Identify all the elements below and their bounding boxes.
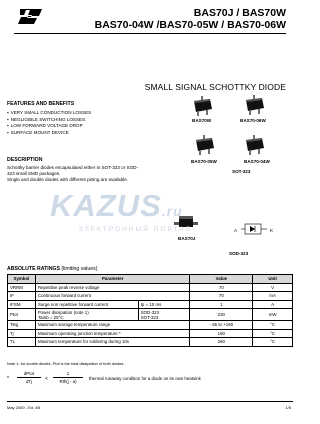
cell-parameter-line1: Power dissipation (note 1)	[37, 309, 89, 315]
package-label-sot323: SOT-323	[232, 169, 251, 174]
cell-parameter: Maximum temperature for soldering during 10s	[35, 338, 190, 347]
cell-value: 70	[190, 292, 253, 301]
abs-ratings-table	[7, 274, 293, 347]
col-header-value: Value	[190, 275, 253, 284]
table-footnote: Note 1: for double diodes, Ptot is the total dissipation of both diodes.	[7, 361, 125, 366]
formula-description: thermal runaway condition for a diode on its own heatsink	[89, 376, 201, 381]
footer-page-number: 1/5	[285, 405, 291, 410]
cell-parameter: Maximum operating junction temperature *	[35, 329, 190, 338]
cell-value: 1	[190, 300, 253, 309]
formula-rhs-numerator: 1	[53, 371, 83, 378]
feature-item: ▪ NEGLIGIBLE SWITCHING LOSSES	[7, 117, 91, 124]
package-bas70-05w-icon	[190, 133, 218, 157]
cell-condition: tp = 10 ms	[138, 300, 190, 309]
cell-value: 230	[190, 309, 253, 321]
formula-star: *	[7, 376, 9, 382]
st-logo-icon	[17, 7, 43, 25]
cell-value: 150	[190, 329, 253, 338]
description-heading: DESCRIPTION	[7, 157, 43, 163]
thermal-runaway-formula	[7, 371, 227, 387]
table-row	[8, 338, 293, 347]
cell-condition-line2: SOT-323	[140, 314, 159, 320]
cell-symbol: IF	[8, 292, 36, 301]
abs-ratings-title: ABSOLUTE RATINGS	[7, 266, 60, 272]
package-label-bas70j: BAS70J	[178, 236, 196, 241]
cell-condition	[138, 309, 190, 321]
cell-value: 260	[190, 338, 253, 347]
cell-symbol: IFSM	[8, 300, 36, 309]
watermark-logo	[50, 188, 183, 224]
cell-symbol: VRRM	[8, 283, 36, 292]
col-header-parameter: Parameter	[35, 275, 190, 284]
cell-parameter-line2: Tamb = 25°C	[37, 314, 64, 320]
package-bas70w-icon	[188, 95, 216, 117]
watermark-tld: .ru	[161, 203, 183, 219]
title-line-2: BAS70-04W /BAS70-05W / BAS70-06W	[94, 19, 286, 31]
watermark-brand: KAZUS	[50, 188, 162, 223]
description-text	[7, 165, 145, 184]
table-row	[8, 329, 293, 338]
diode-symbol-icon	[240, 222, 270, 236]
cell-unit: A	[253, 300, 293, 309]
formula-lhs-numerator: dPtot	[17, 371, 41, 378]
cell-symbol: Tj	[8, 329, 36, 338]
document-subtitle: SMALL SIGNAL SCHOTTKY DIODE	[144, 82, 286, 92]
cell-unit: °C	[253, 338, 293, 347]
pin-k-label: K	[270, 228, 274, 233]
cell-symbol: Ptot	[8, 309, 36, 321]
package-label-bas70-05w: BAS70-05W	[191, 159, 217, 164]
package-label-bas70w: BAS70W	[192, 118, 212, 123]
pin-a-label: A	[234, 228, 238, 233]
col-header-unit: Unit	[253, 275, 293, 284]
col-header-symbol: Symbol	[8, 275, 36, 284]
cell-unit: V	[253, 283, 293, 292]
description-para-2: Single and double diodes with different pining are available.	[7, 177, 128, 183]
footer-date: May 2000 - Ed: 4B	[7, 405, 41, 410]
features-list	[7, 110, 91, 136]
cell-parameter: Continuous forward current	[35, 292, 190, 301]
abs-ratings-note: (limiting values)	[61, 266, 98, 272]
cell-parameter: Maximum storage temperature range	[35, 321, 190, 330]
cell-value: - 65 to +150	[190, 321, 253, 330]
package-label-bas70-04w: BAS70-04W	[244, 159, 270, 164]
description-para-1: Schottky barrier diodes encapsulated either in SOT-323 or SOD-323 small SMD packages.	[7, 165, 138, 177]
cell-unit: °C	[253, 329, 293, 338]
cell-unit: mW	[253, 309, 293, 321]
cell-parameter: Repetitive peak reverse voltage	[35, 283, 190, 292]
features-heading: FEATURES AND BENEFITS	[7, 101, 75, 107]
table-row	[8, 300, 293, 309]
package-bas70-06w-icon	[240, 93, 268, 117]
cell-symbol: TL	[8, 338, 36, 347]
table-row	[8, 292, 293, 301]
cell-symbol: Tstg	[8, 321, 36, 330]
title-line-1: BAS70J / BAS70W	[193, 7, 286, 19]
table-row	[8, 321, 293, 330]
package-label-bas70-06w: BAS70-06W	[240, 118, 266, 123]
cell-parameter	[35, 309, 138, 321]
abs-ratings-heading	[7, 266, 97, 272]
package-label-sod323: SOD-323	[229, 251, 249, 256]
table-row	[8, 283, 293, 292]
formula-lhs-denominator: dTj	[25, 379, 33, 384]
cell-condition-line1: SOD-323	[140, 309, 160, 315]
package-bas70-04w-icon	[240, 133, 268, 157]
formula-rhs-denominator: Rth(j - a)	[59, 379, 77, 384]
cell-unit: mA	[253, 292, 293, 301]
feature-item: ▪ SURFACE MOUNT DEVICE	[7, 130, 91, 137]
table-header-row	[8, 275, 293, 284]
table-row	[8, 309, 293, 321]
watermark-tagline: ЭЛЕКТРОННЫЙ ПОРТАЛ	[78, 226, 192, 233]
feature-item: ▪ VERY SMALL CONDUCTION LOSSES	[7, 110, 91, 117]
formula-less-than: <	[45, 376, 48, 382]
footer-divider	[7, 401, 293, 402]
header-divider	[14, 33, 286, 34]
cell-unit: °C	[253, 321, 293, 330]
cell-value: 70	[190, 283, 253, 292]
feature-item: ▪ LOW FORWARD VOLTAGE DROP	[7, 123, 91, 130]
cell-parameter: Surge non repetitive forward current	[35, 300, 138, 309]
